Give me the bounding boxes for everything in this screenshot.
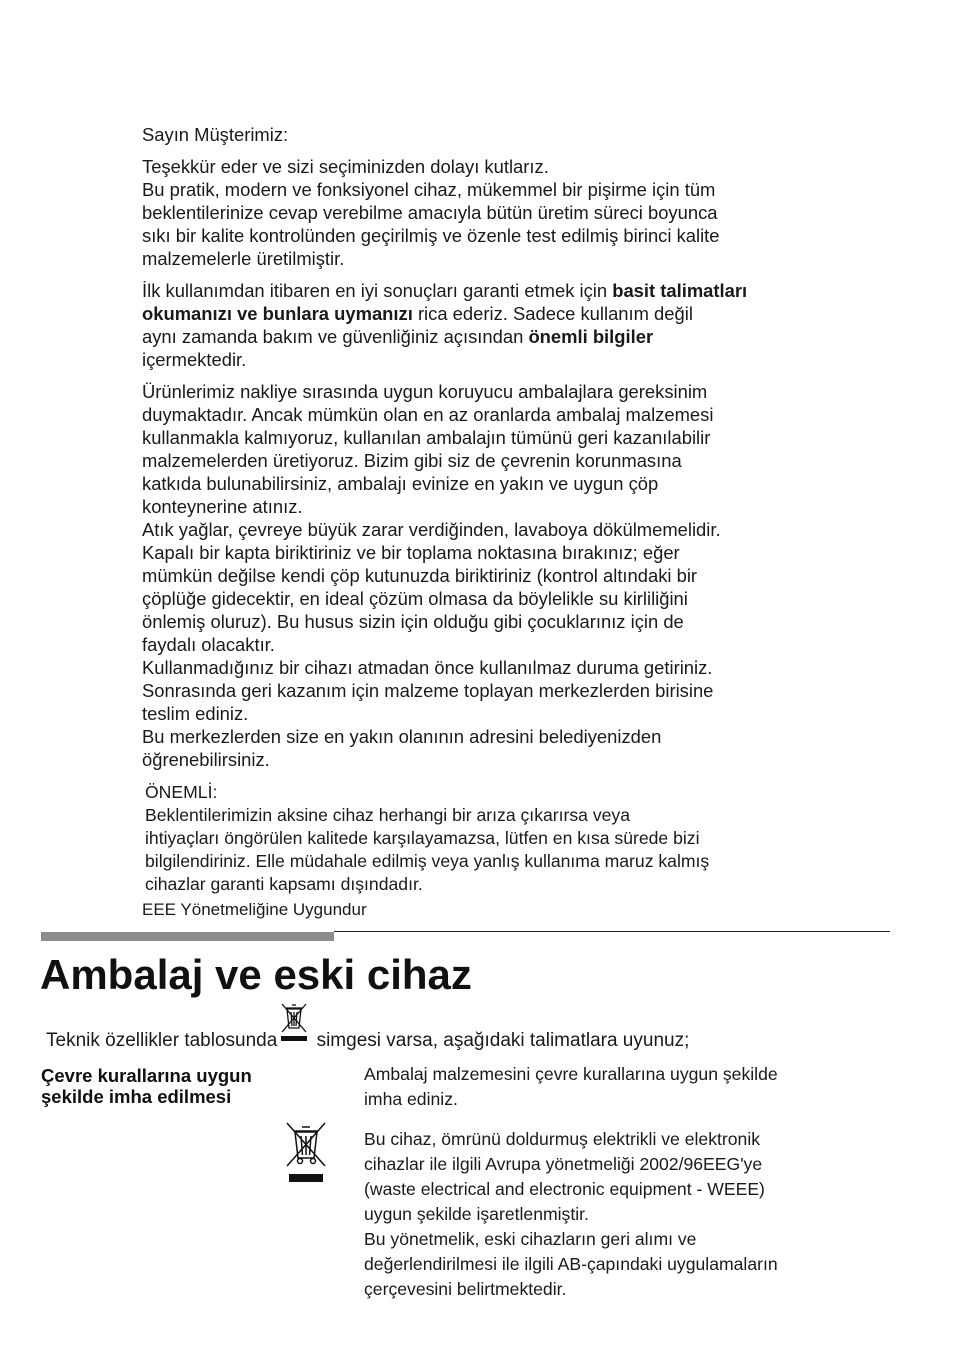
disposal-heading — [41, 1065, 351, 1107]
text-line: Ürünlerimiz nakliye sırasında uygun koruyucu ambalajlara gereksinim — [142, 381, 708, 402]
text-line: mümkün değilse kendi çöp kutunuzda biriktiriniz (kontrol altındaki bir — [142, 565, 698, 586]
text-line: Kullanmadığınız bir cihazı atmadan önce kullanılmaz duruma getiriniz. — [142, 657, 713, 678]
text-line: faydalı olacaktır. — [142, 634, 275, 655]
body-paragraph-2 — [364, 1127, 864, 1302]
text-line: çerçevesini belirtmektedir. — [364, 1279, 567, 1299]
text-line: öğrenebilirsiniz. — [142, 749, 270, 770]
letter-paragraph-3 — [142, 380, 822, 771]
text-run: aynı zamanda bakım ve güvenliğiniz açısından — [142, 326, 529, 347]
text-line — [142, 279, 822, 302]
text-line: (waste electrical and electronic equipment - WEEE) — [364, 1179, 765, 1199]
important-notice — [145, 781, 825, 896]
text-line — [142, 325, 822, 348]
customer-letter — [142, 123, 822, 771]
text-line: Bu merkezlerden size en yakın olanının adresini belediyenizden — [142, 726, 662, 747]
text-line: Ambalaj malzemesini çevre kurallarına uygun şekilde — [364, 1064, 778, 1084]
letter-paragraph-1 — [142, 155, 822, 270]
section-divider-line — [334, 931, 890, 932]
text-line: sıkı bir kalite kontrolünden geçirilmiş ve özenle test edilmiş birinci kalite — [142, 225, 720, 246]
section-intro — [46, 1006, 926, 1054]
text-line: imha ediniz. — [364, 1089, 458, 1109]
text-line: Teşekkür eder ve sizi seçiminizden dolayı kutlarız. — [142, 156, 549, 177]
text-line: Beklentilerimizin aksine cihaz herhangi bir arıza çıkarırsa veya — [145, 805, 631, 825]
bold-text: okumanızı ve bunlara uymanızı — [142, 303, 413, 324]
text-line: cihazlar garanti kapsamı dışındadır. — [145, 874, 423, 894]
text-line: konteynerine atınız. — [142, 496, 303, 517]
text-line: Bu yönetmelik, eski cihazların geri alımı ve — [364, 1229, 697, 1249]
text-line: Bu pratik, modern ve fonksiyonel cihaz, mükemmel bir pişirme için tüm — [142, 179, 716, 200]
text-line: Bu cihaz, ömrünü doldurmuş elektrikli ve elektronik — [364, 1129, 761, 1149]
section-divider-accent — [41, 932, 334, 941]
intro-text-after: simgesi varsa, aşağıdaki talimatlara uyunuz; — [311, 1030, 690, 1051]
text-line: malzemelerle üretilmiştir. — [142, 248, 345, 269]
text-line: uygun şekilde işaretlenmiştir. — [364, 1204, 589, 1224]
text-line: değerlendirilmesi ile ilgili AB-çapındaki uygulamaların — [364, 1254, 778, 1274]
bold-text: basit talimatları — [612, 280, 748, 301]
text-line: çöplüğe gidecektir, en ideal çözüm olmasa da böylelikle su kirliliğini — [142, 588, 688, 609]
crossed-bin-icon — [277, 1000, 311, 1046]
text-line: katkıda bulunabilirsiniz, ambalajı evinize en yakın ve uygun çöp — [142, 473, 659, 494]
text-line: kullanmakla kalmıyoruz, kullanılan ambalajın tümünü geri kazanılabilir — [142, 427, 711, 448]
text-line: içermektedir. — [142, 349, 247, 370]
text-line: teslim ediniz. — [142, 703, 249, 724]
body-paragraph-1 — [364, 1062, 864, 1112]
text-run: İlk kullanımdan itibaren en iyi sonuçları garanti etmek için — [142, 280, 613, 301]
weee-bin-icon — [282, 1120, 330, 1186]
text-line: Atık yağlar, çevreye büyük zarar verdiğinden, lavaboya dökülmemelidir. — [142, 519, 721, 540]
eee-compliance-note: EEE Yönetmeliğine Uygundur — [142, 900, 367, 919]
text-line: önlemiş oluruz). Bu husus sizin için olduğu gibi çocuklarınız için de — [142, 611, 684, 632]
intro-text-before: Teknik özellikler tablosunda — [46, 1030, 278, 1051]
text-line: bilgilendiriniz. Elle müdahale edilmiş veya yanlış kullanıma maruz kalmış — [145, 851, 710, 871]
text-line: malzemelerden üretiyoruz. Bizim gibi siz de çevrenin korunmasına — [142, 450, 682, 471]
bold-text: önemli bilgiler — [528, 326, 654, 347]
salutation: Sayın Müşterimiz: — [142, 124, 289, 145]
letter-paragraph-2 — [142, 279, 822, 371]
text-line: beklentilerinize cevap verebilme amacıyla bütün üretim süreci boyunca — [142, 202, 718, 223]
heading-line: Çevre kurallarına uygun — [41, 1065, 252, 1086]
text-line: Sonrasında geri kazanım için malzeme toplayan merkezlerden birisine — [142, 680, 714, 701]
text-line: ihtiyaçları öngörülen kalitede karşılayamazsa, lütfen en kısa sürede bizi — [145, 828, 700, 848]
heading-line: şekilde imha edilmesi — [41, 1086, 232, 1107]
text-line: duymaktadır. Ancak mümkün olan en az oranlarda ambalaj malzemesi — [142, 404, 714, 425]
disposal-body — [364, 1062, 864, 1302]
text-line: Kapalı bir kapta biriktiriniz ve bir toplama noktasına bırakınız; eğer — [142, 542, 680, 563]
text-line — [142, 302, 822, 325]
section-title: Ambalaj ve eski cihaz — [40, 951, 472, 998]
important-title: ÖNEMLİ: — [145, 782, 218, 802]
text-line: cihazlar ile ilgili Avrupa yönetmeliği 2002/96EEG'ye — [364, 1154, 763, 1174]
text-run: rica ederiz. Sadece kullanım değil — [412, 303, 693, 324]
